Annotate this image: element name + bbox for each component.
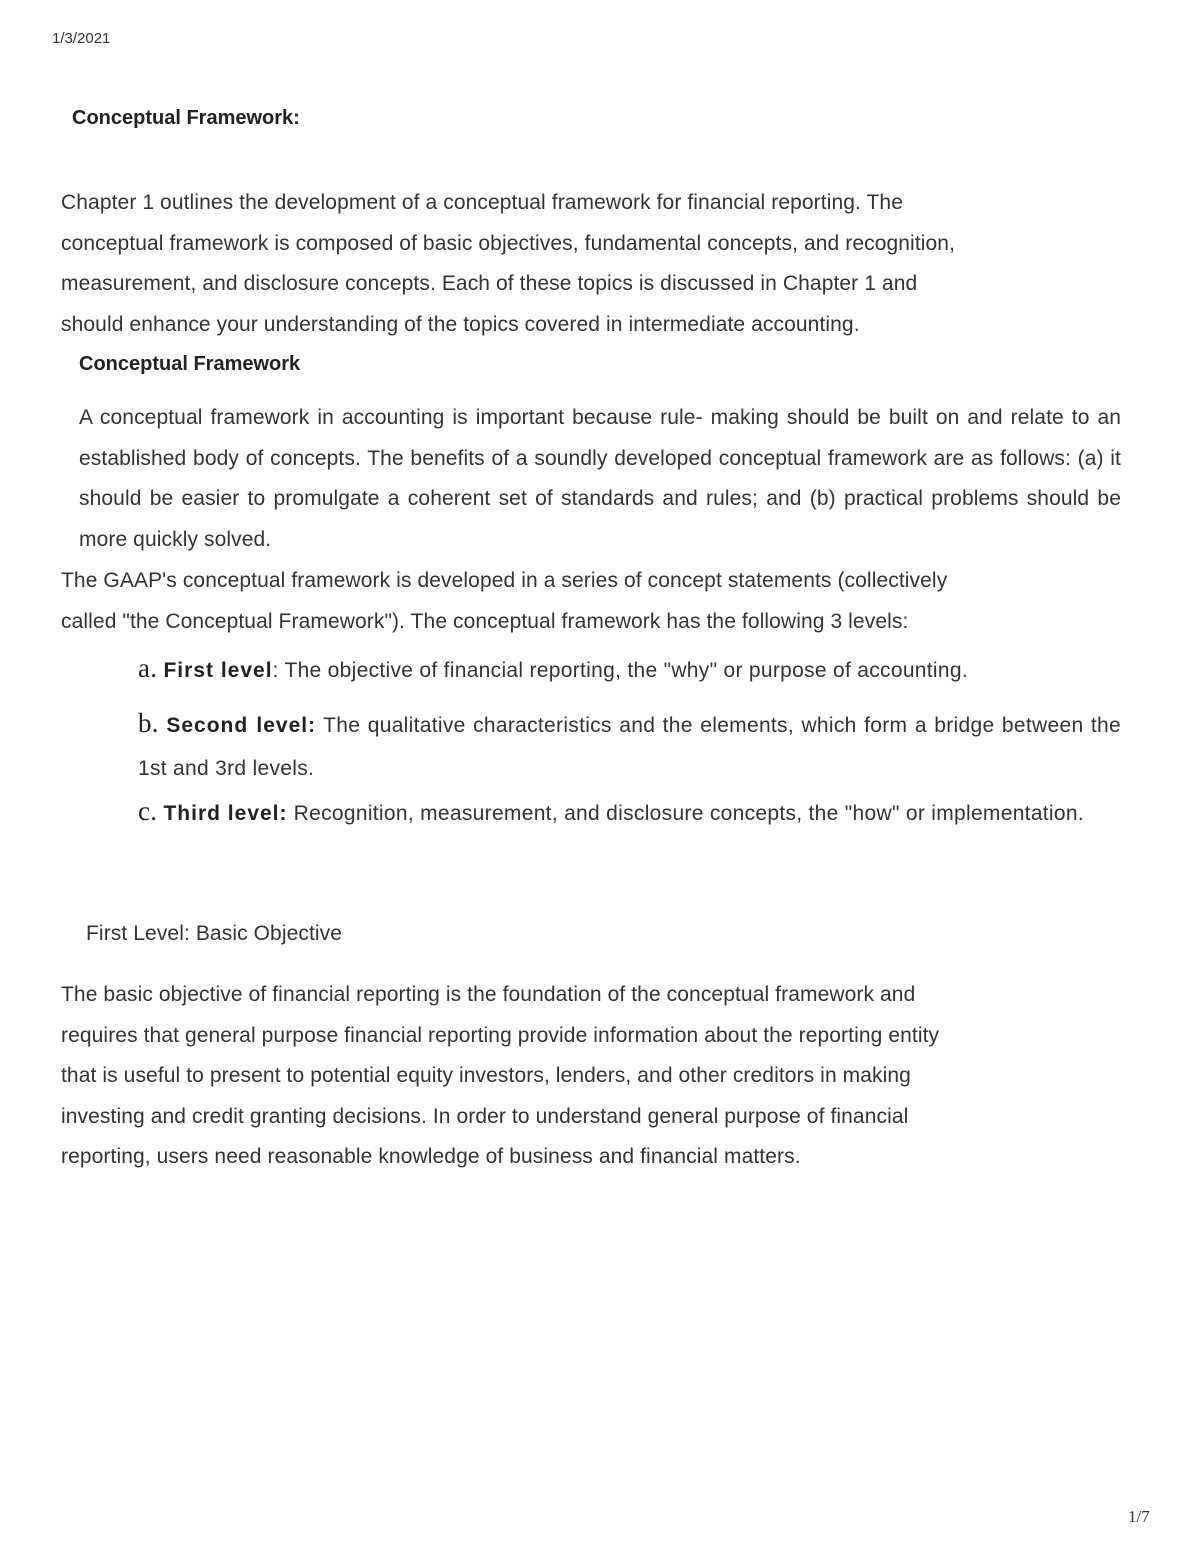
level-label: First level [163,659,273,682]
level-item-second [138,702,1121,790]
level-text: The qualitative characteristics and the elements, which form a bridge between the 1st and 3rd levels. [138,714,1121,780]
list-marker: a. [138,653,158,683]
first-level-paragraph [61,975,1141,1178]
gaap-line: The GAAP's conceptual framework is developed in a series of concept statements (collectively [61,569,948,592]
section-paragraph: A conceptual framework in accounting is important because rule- making should be built on and relate to an established body of concepts. The benefits of a soundly developed conceptual framework are as follows: (a) it should be easier to promulgate a coherent set of standards and rules; and (b) practical problems should be more quickly solved. [79,406,1121,551]
level-item-first [138,650,968,689]
first-level-line: The basic objective of financial reporting is the foundation of the conceptual framework and [61,983,916,1006]
first-level-line: reporting, users need reasonable knowledge of business and financial matters. [61,1145,801,1168]
intro-line: measurement, and disclosure concepts. Each of these topics is discussed in Chapter 1 and [61,272,918,295]
page-title: Conceptual Framework: [72,107,300,129]
level-separator: : [272,659,279,682]
print-date: 1/3/2021 [52,30,111,47]
first-level-heading: First Level: Basic Objective [86,922,343,945]
level-text: The objective of financial reporting, the "why" or purpose of accounting. [278,659,968,682]
list-marker: b. [138,708,159,738]
first-level-line: that is useful to present to potential equity investors, lenders, and other creditors in making [61,1064,911,1087]
gaap-line: called "the Conceptual Framework"). The conceptual framework has the following 3 levels: [61,609,909,633]
level-item-third [138,790,1116,835]
first-level-line: investing and credit granting decisions. In order to understand general purpose of financial [61,1104,909,1128]
level-label: Second level: [166,714,317,737]
intro-line: conceptual framework is composed of basic objectives, fundamental concepts, and recognition, [61,231,956,255]
first-level-line: requires that general purpose financial reporting provide information about the reporting entity [61,1023,940,1047]
intro-line: should enhance your understanding of the topics covered in intermediate accounting. [61,312,860,336]
list-marker: c. [138,796,158,826]
page-number: 1/7 [1128,1507,1150,1526]
level-text: Recognition, measurement, and disclosure concepts, the "how" or implementation. [287,802,1084,825]
intro-line: Chapter 1 outlines the development of a conceptual framework for financial reporting. The [61,191,903,214]
gaap-paragraph [61,561,1141,642]
intro-paragraph [61,183,1141,345]
section-heading: Conceptual Framework [79,353,301,375]
level-label: Third level: [163,802,288,825]
